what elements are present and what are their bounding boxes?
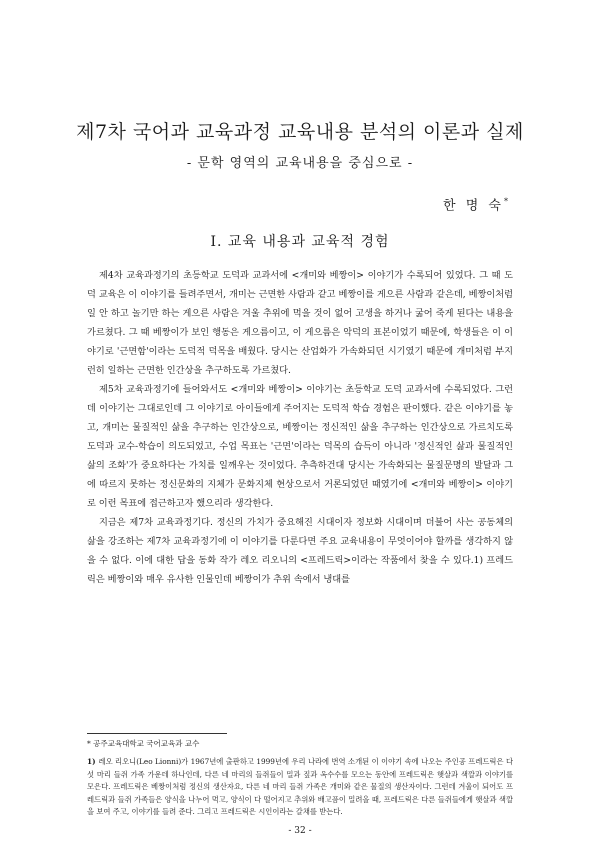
footnote-1 bbox=[87, 756, 513, 819]
footnote-number: 1) bbox=[87, 757, 96, 766]
author-name: 한 명 숙 bbox=[443, 198, 504, 214]
paragraph-3: 지금은 제7차 교육과정기다. 정신의 가치가 중요해진 시대이자 정보화 시대이며 더불어 사는 공동체의 삶을 강조하는 제7차 교육과정기에 이 이야기를 다룬다면 주요 교육내용이 무엇이어야 할까를 생각하지 않을 수 없다. 이에 대한 답을 동화 작가 레오 리오니의 <프레드릭>이라는 작품에서 찾을 수 있다.1) 프레드릭은 베짱이와 매우 유사한 인물인데 베짱이가 추위 속에서 냉대를 bbox=[87, 517, 513, 585]
body-text bbox=[87, 266, 513, 589]
paragraph-1: 제4차 교육과정기의 초등학교 도덕과 교과서에 <개미와 베짱이> 이야기가 수록되어 있었다. 그 때 도덕 교육은 이 이야기를 들려주면서, 개미는 근면한 사람과 같고 베짱이를 게으른 사람과 같은데, 베짱이처럼 일 안 하고 놀기만 하는 게으른 사람은 겨울 추위에 먹을 것이 없어 고생을 하거나 굶어 죽게 된다는 내용을 가르쳤다. 그 때 베짱이가 보인 행동은 게으름이고, 이 게으름은 악덕의 표본이었기 때문에, 학생들은 이 이야기로 '근면함'이라는 도덕적 덕목을 배웠다. 당시는 산업화가 가속화되던 시기였기 때문에 개미처럼 부지런히 일하는 근면한 인간상을 추구하도록 가르쳤다. bbox=[87, 270, 513, 376]
author-line bbox=[443, 193, 508, 215]
paper-title: 제7차 국어과 교육과정 교육내용 분석의 이론과 실제 bbox=[76, 121, 524, 143]
author-affiliation-mark: * bbox=[504, 197, 508, 206]
page-number: - 32 - bbox=[288, 826, 312, 836]
author-affiliation-footnote: * 공주교육대학교 국어교육과 교수 bbox=[87, 739, 200, 748]
paragraph-2: 제5차 교육과정기에 들어와서도 <개미와 베짱이> 이야기는 초등학교 도덕 교과서에 수록되었다. 그런데 이야기는 그대로인데 그 이야기로 아이들에게 주어지는 도덕적 학습 경험은 판이했다. 같은 이야기를 놓고, 개미는 물질적인 삶을 추구하는 인간상으로, 베짱이는 정신적인 삶을 추구하는 인간상으로 가르치도록 도덕과 교수-학습이 의도되었고, 수업 목표는 '근면'이라는 덕목의 습득이 아니라 '정신적인 삶과 물질적인 삶의 조화'가 중요하다는 가치를 일깨우는 것이었다. 추측하건대 당시는 가속화되는 물질문명의 발달과 그에 따르지 못하는 정신문화의 지체가 문화지체 현상으로서 거론되었던 때였기에 <개미와 베짱이> 이야기로 이런 목표에 접근하고자 했으리라 생각한다. bbox=[87, 384, 513, 509]
section-heading: Ⅰ. 교육 내용과 교육적 경험 bbox=[210, 234, 390, 250]
footnote-rule bbox=[87, 733, 227, 734]
paper-subtitle: - 문학 영역의 교육내용을 중심으로 - bbox=[186, 156, 414, 171]
footnote-text: 레오 리오니(Leo Lionni)가 1967년에 출판하고 1999년에 우리 나라에 번역 소개된 이 이야기 속에 나오는 주인공 프레드릭은 다섯 마리 들쥐 가족 가운데 하나인데, 다른 네 마리의 들쥐들이 밀과 짚과 옥수수를 모으는 동안에 프레드릭은 햇살과 색깔과 이야기를 모은다. 프레드릭은 베짱이처럼 정신의 생산자요, 다른 네 마리 들쥐 가족은 개미와 같은 물질의 생산자이다. 그런데 겨울이 되어도 프레드릭과 들쥐 가족들은 양식을 나누어 먹고, 양식이 다 떨어지고 추위와 배고픔이 밀려올 때, 프레드릭은 다른 들쥐들에게 햇살과 색깔을 보여 주고, 이야기를 들려 준다. 그리고 프레드릭은 시인이라는 갈채를 받는다. bbox=[87, 757, 513, 817]
